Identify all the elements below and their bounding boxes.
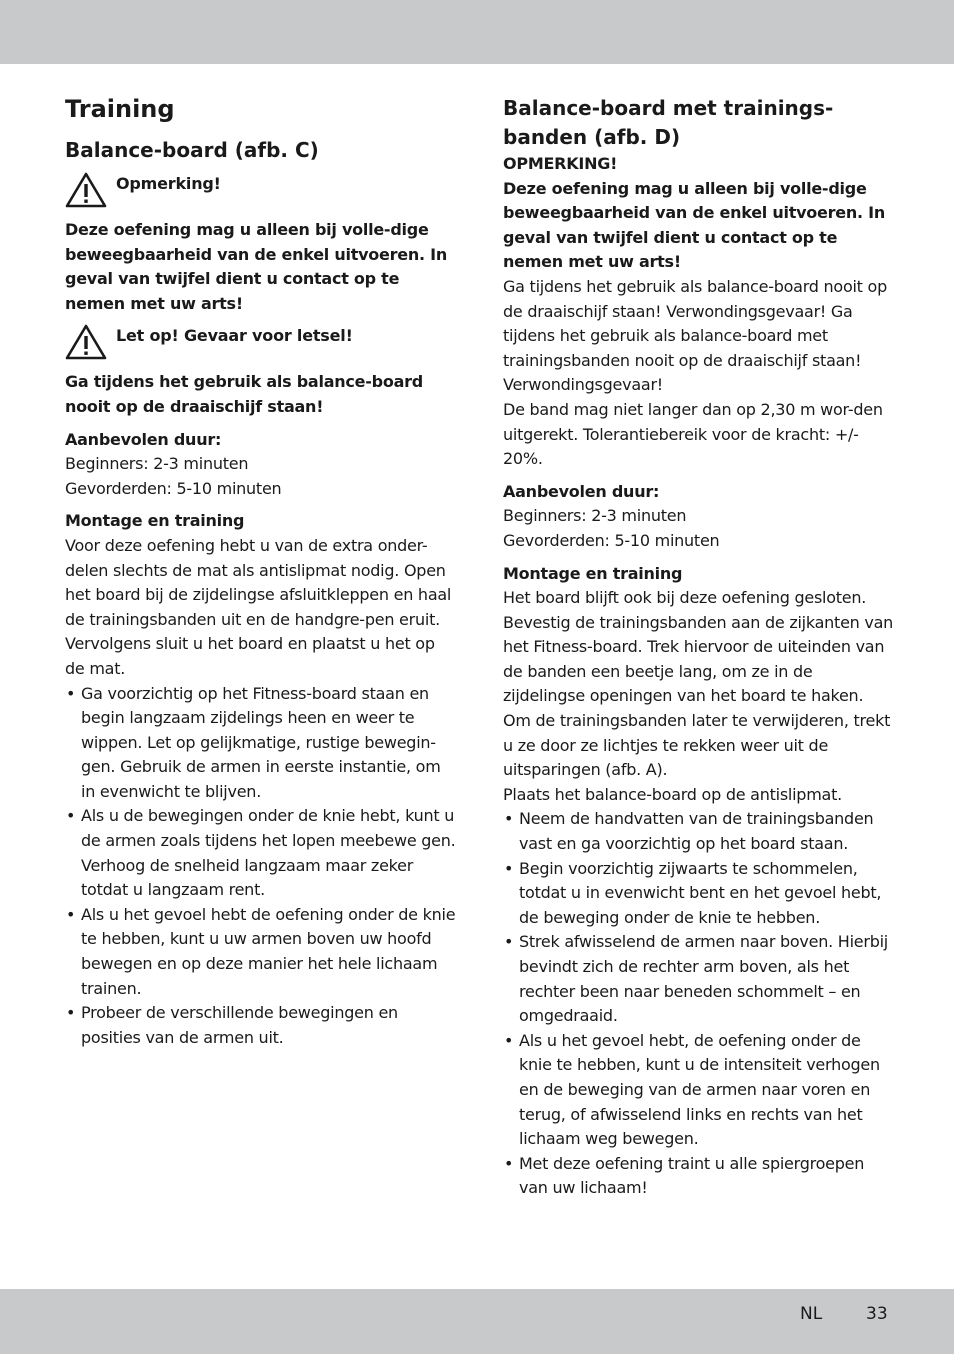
note-callout <box>65 172 457 208</box>
exercise-list <box>65 682 457 1051</box>
warning-callout <box>65 324 457 360</box>
section-title-training: Training <box>65 95 175 123</box>
list-item: • Begin voorzichtig zijwaarts te schommelen, totdat u in evenwicht bent en het gevoel hebt, de beweging onder de knie te hebben. <box>503 857 895 931</box>
duration-advanced: Gevorderden: 5-10 minuten <box>65 478 282 498</box>
duration-beginners: Beginners: 2-3 minuten <box>65 454 249 474</box>
list-item: • Neem de handvatten van de trainingsbanden vast en ga voorzichtig op het board staan. <box>503 807 895 856</box>
language-code: NL <box>800 1304 823 1324</box>
band-text: De band mag niet langer dan op 2,30 m wor-den uitgerekt. Tolerantiebereik voor de kracht: +/- 20%. <box>503 399 883 469</box>
mount-text: Het board blijft ook bij deze oefening gesloten. Bevestig de trainingsbanden aan de zijkanten van het Fitness-board. Trek hiervoor de uiteinden van de banden een beetje lang, om ze in de zijdelingse openingen van het board te haken. Om de trainingsbanden later te verwijderen, trekt u ze door ze lichtjes te rekken weer uit de uitsparingen (afb. A). <box>503 588 894 780</box>
list-item: • Probeer de verschillende bewegingen en posities van de armen uit. <box>65 1001 457 1050</box>
mount-text: Voor deze oefening hebt u van de extra onder-delen slechts de mat als antislipmat nodig. Open het board bij de zijdelingse afsluitkleppen en haal de trainingsbanden uit en de handgre-pen eruit. Vervolgens sluit u het board en plaatst u het op de mat. <box>65 535 452 678</box>
list-item: • Strek afwisselend de armen naar boven. Hierbij bevindt zich de rechter arm boven, als het rechter been naar beneden schommelt – en omgedraaid. <box>503 930 895 1028</box>
right-column <box>503 92 895 1201</box>
duration-heading: Aanbevolen duur: <box>503 481 660 501</box>
list-item: • Als u het gevoel hebt de oefening onder de knie te hebben, kunt u uw armen boven uw hoofd bewegen en op deze manier het hele lichaam trainen. <box>65 903 457 1001</box>
note-text: Deze oefening mag u alleen bij volle-dige beweegbaarheid van de enkel uitvoeren. In geval van twijfel dient u contact op te nemen met uw arts! <box>503 178 886 272</box>
warning-label: Let op! Gevaar voor letsel! <box>116 326 353 346</box>
list-item: • Als u het gevoel hebt, de oefening onder de knie te hebben, kunt u de intensiteit verhogen en de beweging van de armen naar voren en terug, of afwisselend links en rechts van het lichaam weg bewegen. <box>503 1029 895 1152</box>
exercise-list <box>503 807 895 1201</box>
header-band <box>0 0 954 64</box>
duration-advanced: Gevorderden: 5-10 minuten <box>503 530 720 550</box>
mount-heading: Montage en training <box>503 563 683 583</box>
warning-text: Ga tijdens het gebruik als balance-board nooit op de draaischijf staan! <box>65 372 423 416</box>
note-label: Opmerking! <box>116 174 221 193</box>
warning-triangle-icon <box>65 172 107 208</box>
list-item: • Ga voorzichtig op het Fitness-board staan en begin langzaam zijdelings heen en weer te wippen. Let op gelijkmatige, rustige bewegin-gen. Gebruik de armen in eerste instantie, om in evenwicht te blijven. <box>65 682 457 805</box>
list-item: • Als u de bewegingen onder de knie hebt, kunt u de armen zoals tijdens het lopen meebewe gen. Verhoog de snelheid langzaam maar zeker totdat u langzaam rent. <box>65 804 457 902</box>
note-label: OPMERKING! <box>503 154 618 173</box>
duration-heading: Aanbevolen duur: <box>65 429 222 449</box>
mount-heading: Montage en training <box>65 511 245 531</box>
left-column <box>65 92 457 1050</box>
subtitle-balance-board: Balance-board (afb. C) <box>65 138 319 162</box>
warning-text: Ga tijdens het gebruik als balance-board nooit op de draaischijf staan! Verwondingsgevaar! Ga tijdens het gebruik als balance-board met trainingsbanden nooit op de draaischijf staan! Verwondingsgevaar! <box>503 276 887 395</box>
list-item: • Met deze oefening traint u alle spiergroepen van uw lichaam! <box>503 1152 895 1201</box>
note-text: Deze oefening mag u alleen bij volle-dige beweegbaarheid van de enkel uitvoeren. In geval van twijfel dient u contact op te nemen met uw arts! <box>65 220 448 313</box>
section-title-training-bands: Balance-board met trainings-banden (afb. D) <box>503 96 834 149</box>
page-number: 33 <box>866 1304 888 1324</box>
warning-triangle-icon <box>65 324 107 360</box>
duration-beginners: Beginners: 2-3 minuten <box>503 506 687 526</box>
place-text: Plaats het balance-board op de antislipmat. <box>503 784 842 804</box>
